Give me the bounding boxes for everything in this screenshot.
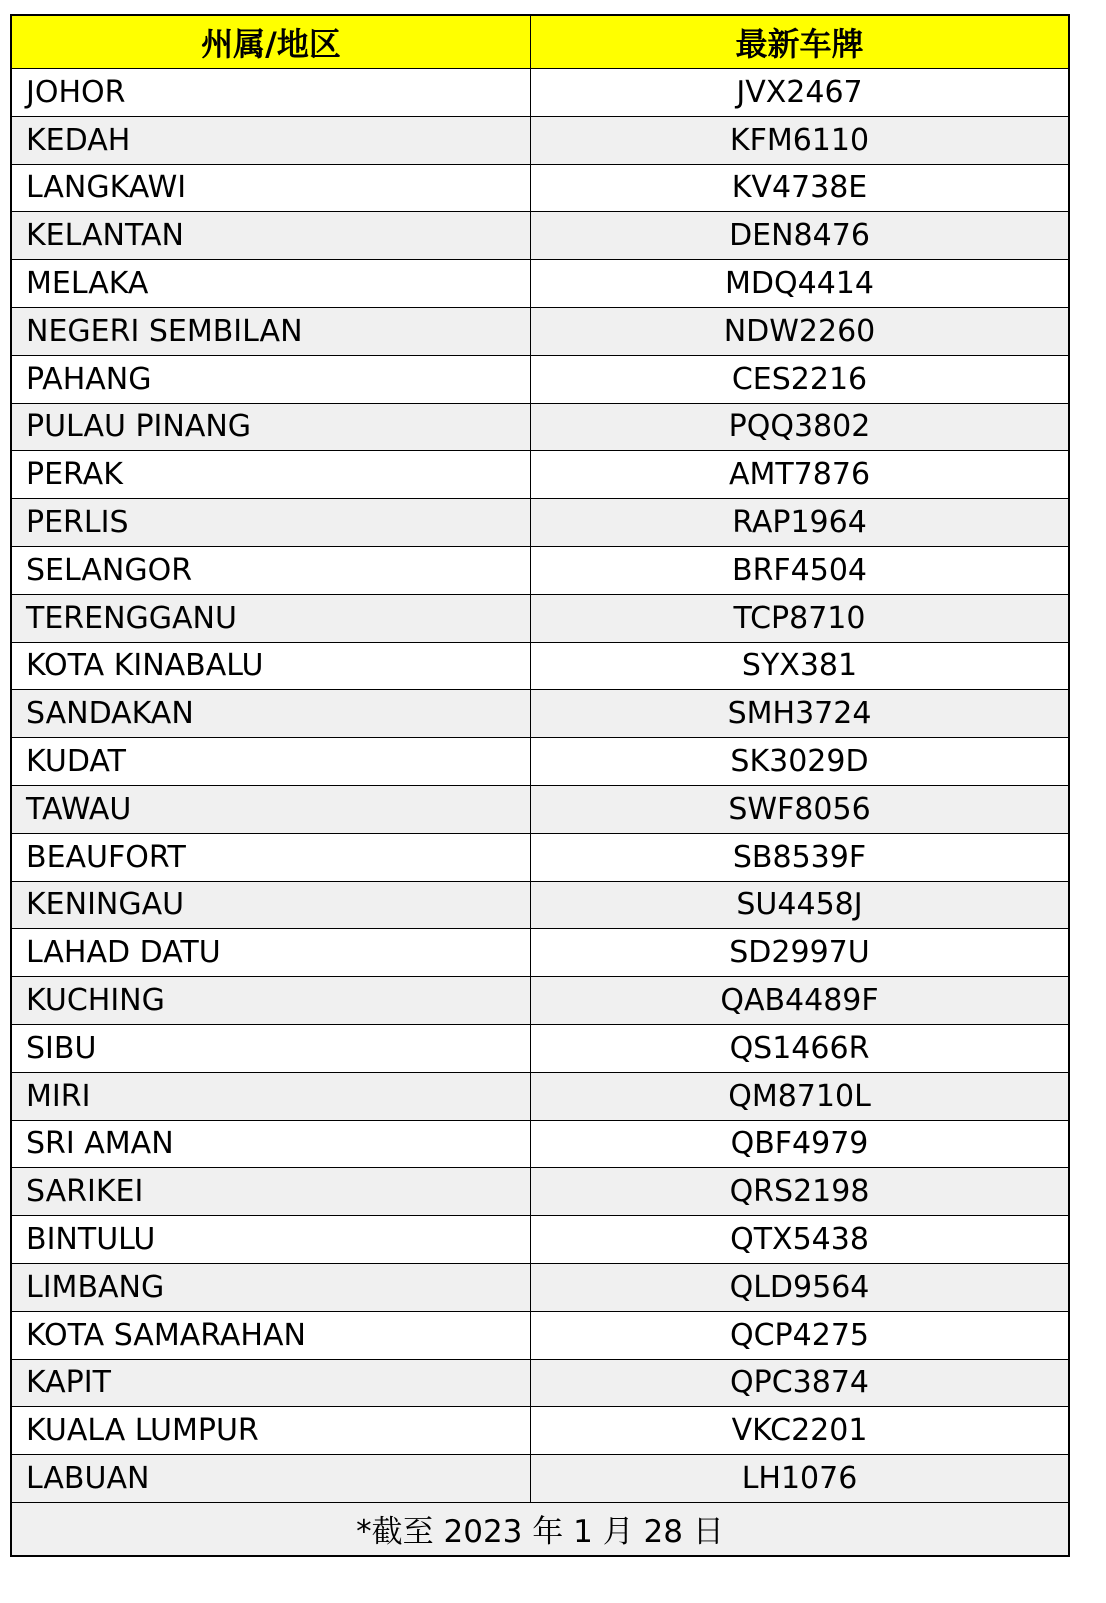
table-row <box>12 595 1068 643</box>
plate-cell: KV4738E <box>731 170 868 206</box>
table-row <box>12 1121 1068 1169</box>
table-row <box>12 786 1068 834</box>
plate-cell: QM8710L <box>728 1078 871 1114</box>
plate-cell: TCP8710 <box>733 600 866 636</box>
plate-cell: RAP1964 <box>732 505 867 541</box>
state-cell: PERAK <box>12 451 531 498</box>
state-cell: KUDAT <box>12 738 531 785</box>
plate-cell: PQQ3802 <box>728 409 871 445</box>
plate-cell: QLD9564 <box>729 1269 870 1305</box>
plate-cell: SYX381 <box>741 648 858 684</box>
plate-cell: QPC3874 <box>730 1365 869 1401</box>
plate-cell: KFM6110 <box>729 122 870 158</box>
table-row <box>12 404 1068 452</box>
plate-cell: QRS2198 <box>729 1174 870 1210</box>
table-row <box>12 834 1068 882</box>
plate-cell: NDW2260 <box>723 313 876 349</box>
plate-cell: QAB4489F <box>720 983 879 1019</box>
table-row <box>12 1264 1068 1312</box>
state-cell: LIMBANG <box>12 1264 531 1311</box>
plate-cell: SK3029D <box>730 744 869 780</box>
state-cell: KOTA KINABALU <box>12 643 531 690</box>
plate-cell: QTX5438 <box>730 1222 869 1258</box>
table-row <box>12 1360 1068 1408</box>
plate-cell: CES2216 <box>731 361 868 397</box>
plate-cell: SD2997U <box>729 935 870 971</box>
table-header <box>12 16 1068 69</box>
state-cell: KELANTAN <box>12 212 531 259</box>
table-row <box>12 165 1068 213</box>
plate-cell: SMH3724 <box>727 696 872 732</box>
state-cell: PERLIS <box>12 499 531 546</box>
state-cell: SARIKEI <box>12 1168 531 1215</box>
state-cell: JOHOR <box>12 69 531 116</box>
table-row <box>12 1407 1068 1455</box>
state-cell: BEAUFORT <box>12 834 531 881</box>
state-cell: SRI AMAN <box>12 1121 531 1168</box>
table-row <box>12 643 1068 691</box>
table-row <box>12 1025 1068 1073</box>
plate-cell: SB8539F <box>732 839 867 875</box>
table-row <box>12 738 1068 786</box>
state-cell: KEDAH <box>12 117 531 164</box>
state-cell: MELAKA <box>12 260 531 307</box>
state-cell: KAPIT <box>12 1360 531 1407</box>
state-cell: KENINGAU <box>12 882 531 929</box>
table-row <box>12 1168 1068 1216</box>
state-cell: LAHAD DATU <box>12 929 531 976</box>
state-cell: MIRI <box>12 1073 531 1120</box>
state-cell: LANGKAWI <box>12 165 531 212</box>
column-header-plate: 最新车牌 <box>735 25 864 63</box>
table-row <box>12 356 1068 404</box>
column-header-state: 州属/地区 <box>12 16 531 68</box>
plate-cell: DEN8476 <box>729 218 870 254</box>
table-row <box>12 690 1068 738</box>
table-row <box>12 69 1068 117</box>
state-cell: KOTA SAMARAHAN <box>12 1312 531 1359</box>
state-cell: KUCHING <box>12 977 531 1024</box>
plate-cell: BRF4504 <box>731 552 868 588</box>
table-footer <box>12 1503 1068 1555</box>
table-row <box>12 1312 1068 1360</box>
plate-cell: QBF4979 <box>730 1126 869 1162</box>
plate-table <box>10 14 1070 1557</box>
plate-cell: VKC2201 <box>731 1413 868 1449</box>
state-cell: TAWAU <box>12 786 531 833</box>
plate-cell: QS1466R <box>729 1030 870 1066</box>
state-cell: PAHANG <box>12 356 531 403</box>
state-cell: SANDAKAN <box>12 690 531 737</box>
plate-cell: SU4458J <box>736 887 863 923</box>
state-cell: PULAU PINANG <box>12 404 531 451</box>
plate-cell: QCP4275 <box>730 1317 869 1353</box>
state-cell: KUALA LUMPUR <box>12 1407 531 1454</box>
as-of-date-note: *截至 2023 年 1 月 28 日 <box>356 1514 724 1551</box>
table-row <box>12 451 1068 499</box>
table-row <box>12 117 1068 165</box>
plate-cell: MDQ4414 <box>725 266 874 302</box>
plate-cell: JVX2467 <box>736 74 863 110</box>
state-cell: NEGERI SEMBILAN <box>12 308 531 355</box>
table-row <box>12 929 1068 977</box>
table-row <box>12 1455 1068 1503</box>
state-cell: BINTULU <box>12 1216 531 1263</box>
state-cell: SELANGOR <box>12 547 531 594</box>
state-cell: TERENGGANU <box>12 595 531 642</box>
table-row <box>12 212 1068 260</box>
plate-cell: SWF8056 <box>728 791 871 827</box>
table-row <box>12 308 1068 356</box>
table-row <box>12 977 1068 1025</box>
table-row <box>12 547 1068 595</box>
state-cell: SIBU <box>12 1025 531 1072</box>
plate-cell: AMT7876 <box>728 457 871 493</box>
state-cell: LABUAN <box>12 1455 531 1502</box>
table-row <box>12 1073 1068 1121</box>
plate-cell: LH1076 <box>741 1461 858 1496</box>
table-row <box>12 882 1068 930</box>
table-row <box>12 260 1068 308</box>
table-row <box>12 499 1068 547</box>
table-row <box>12 1216 1068 1264</box>
